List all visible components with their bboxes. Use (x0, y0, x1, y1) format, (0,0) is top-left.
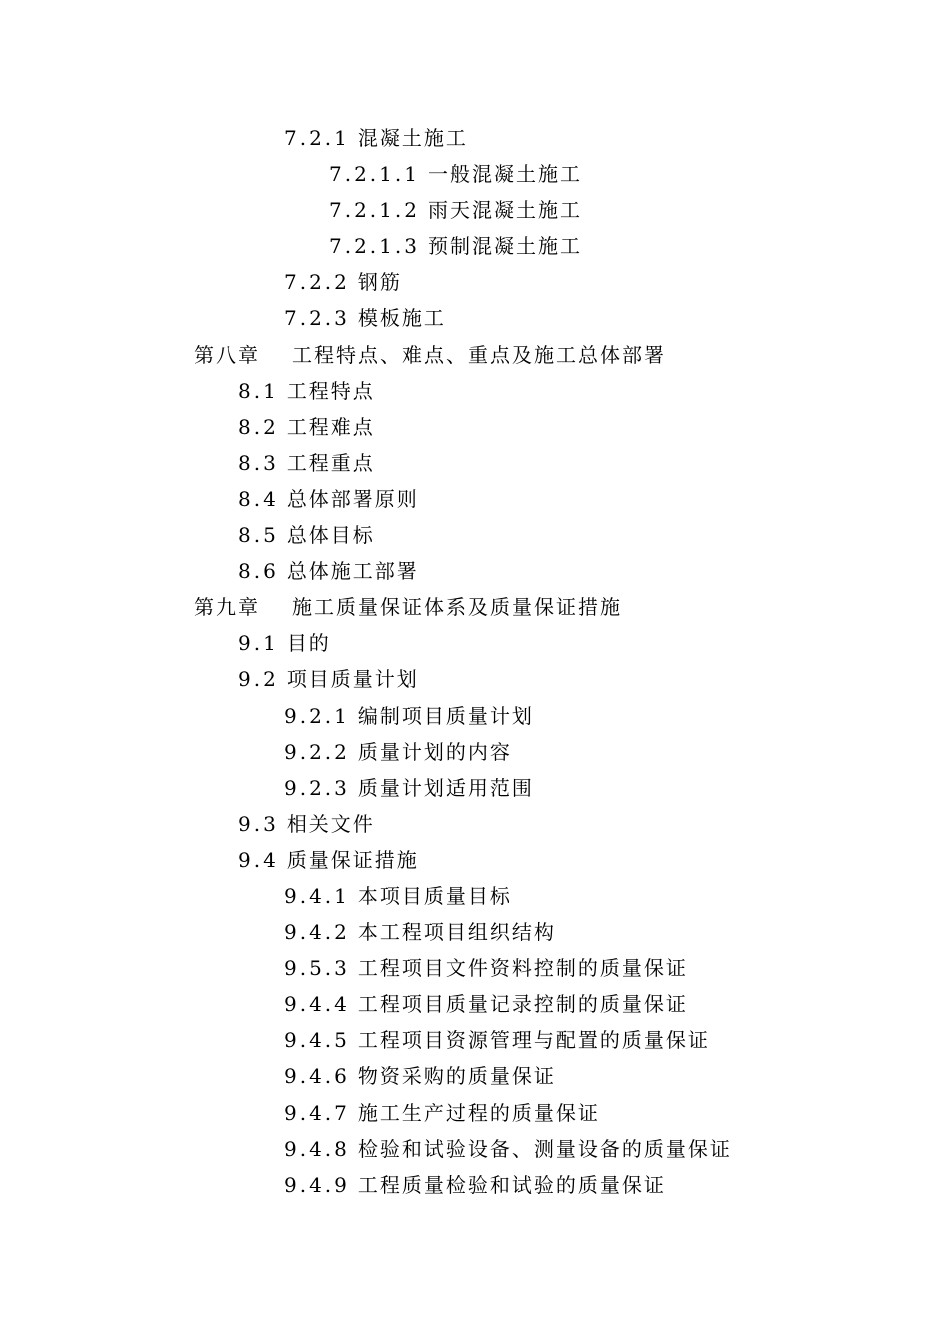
toc-entry-line (0, 192, 950, 228)
toc-entry-line (0, 481, 950, 517)
toc-entry-line (0, 445, 950, 481)
toc-entry-number: 7.2.1.1 (329, 162, 420, 187)
toc-entry-line (0, 373, 950, 409)
toc-entry-title: 预制混凝土施工 (427, 234, 582, 259)
toc-entry-number: 8.3 (238, 450, 279, 475)
toc-entry-title: 总体部署原则 (286, 486, 419, 511)
toc-entry-number: 9.4.7 (284, 1100, 350, 1125)
toc-entry-number: 9.2.2 (284, 739, 350, 764)
toc-entry-number: 9.2.3 (284, 775, 350, 800)
toc-entry-line (0, 409, 950, 445)
toc-entry-number: 9.4.1 (284, 883, 350, 908)
toc-chapter-line (0, 337, 950, 373)
toc-entry-line (0, 806, 950, 842)
toc-entry-number: 9.5.3 (284, 956, 350, 981)
toc-entry-title: 工程质量检验和试验的质量保证 (357, 1172, 666, 1197)
toc-entry-title: 施工生产过程的质量保证 (357, 1100, 600, 1125)
toc-entry-line (0, 1131, 950, 1167)
toc-entry-title: 物资采购的质量保证 (357, 1064, 556, 1089)
toc-entry-title: 模板施工 (357, 306, 446, 331)
toc-entry-number: 第九章 (194, 595, 260, 620)
toc-entry-title: 混凝土施工 (357, 126, 468, 150)
toc-entry-title: 编制项目质量计划 (357, 703, 534, 728)
toc-entry-line (0, 228, 950, 264)
toc-entry-number: 9.4.8 (284, 1136, 350, 1161)
toc-entry-number: 9.4 (238, 847, 279, 872)
toc-entry-title: 工程项目资源管理与配置的质量保证 (357, 1028, 710, 1053)
table-of-contents (0, 120, 950, 1203)
toc-entry-number: 7.2.1.3 (329, 234, 420, 259)
toc-entry-title: 工程难点 (286, 414, 375, 439)
toc-entry-line (0, 553, 950, 589)
toc-entry-line (0, 1095, 950, 1131)
toc-entry-line (0, 1167, 950, 1203)
toc-entry-title: 工程特点、难点、重点及施工总体部署 (292, 342, 666, 367)
toc-entry-number: 7.2.1 (284, 126, 350, 150)
toc-entry-line (0, 986, 950, 1022)
toc-entry-number: 7.2.2 (284, 270, 350, 295)
toc-entry-number: 7.2.3 (284, 306, 350, 331)
toc-entry-line (0, 770, 950, 806)
toc-entry-number: 9.4.9 (284, 1172, 350, 1197)
toc-entry-line (0, 120, 950, 156)
toc-entry-number: 7.2.1.2 (329, 198, 420, 223)
toc-entry-title: 工程重点 (286, 450, 375, 475)
toc-entry-number: 第八章 (194, 342, 260, 367)
toc-entry-title: 本项目质量目标 (357, 883, 512, 908)
toc-entry-title: 总体目标 (286, 523, 375, 548)
toc-entry-title: 钢筋 (357, 270, 402, 295)
toc-entry-number: 8.1 (238, 378, 279, 403)
toc-entry-number: 9.3 (238, 811, 279, 836)
toc-entry-title: 质量保证措施 (286, 847, 419, 872)
toc-entry-number: 9.2 (238, 667, 279, 692)
toc-entry-line (0, 734, 950, 770)
toc-entry-number: 9.2.1 (284, 703, 350, 728)
toc-entry-title: 项目质量计划 (286, 667, 419, 692)
toc-chapter-line (0, 589, 950, 625)
toc-entry-number: 9.4.6 (284, 1064, 350, 1089)
toc-entry-title: 雨天混凝土施工 (427, 198, 582, 223)
toc-entry-number: 9.4.4 (284, 992, 350, 1017)
toc-entry-title: 工程项目文件资料控制的质量保证 (357, 956, 688, 981)
toc-entry-title: 质量计划适用范围 (357, 775, 534, 800)
toc-entry-title: 目的 (286, 631, 331, 656)
toc-entry-number: 8.5 (238, 523, 279, 548)
toc-entry-title: 总体施工部署 (286, 559, 419, 584)
toc-entry-number: 9.4.2 (284, 920, 350, 945)
toc-entry-title: 相关文件 (286, 811, 375, 836)
toc-entry-line (0, 156, 950, 192)
toc-entry-line (0, 625, 950, 661)
toc-entry-title: 工程特点 (286, 378, 375, 403)
toc-entry-line (0, 878, 950, 914)
toc-entry-line (0, 1058, 950, 1094)
toc-entry-number: 8.6 (238, 559, 279, 584)
toc-entry-line (0, 914, 950, 950)
toc-entry-line (0, 950, 950, 986)
toc-entry-line (0, 264, 950, 300)
toc-entry-number: 8.4 (238, 486, 279, 511)
toc-entry-number: 8.2 (238, 414, 279, 439)
toc-entry-line (0, 698, 950, 734)
toc-entry-title: 施工质量保证体系及质量保证措施 (292, 595, 622, 620)
toc-entry-title: 质量计划的内容 (357, 739, 512, 764)
toc-entry-title: 检验和试验设备、测量设备的质量保证 (357, 1136, 732, 1161)
toc-entry-title: 一般混凝土施工 (427, 162, 582, 187)
toc-entry-line (0, 842, 950, 878)
toc-entry-line (0, 300, 950, 336)
toc-entry-line (0, 661, 950, 697)
toc-entry-number: 9.4.5 (284, 1028, 350, 1053)
toc-entry-title: 工程项目质量记录控制的质量保证 (357, 992, 688, 1017)
toc-entry-number: 9.1 (238, 631, 279, 656)
toc-entry-title: 本工程项目组织结构 (357, 920, 556, 945)
toc-entry-line (0, 1022, 950, 1058)
toc-entry-line (0, 517, 950, 553)
